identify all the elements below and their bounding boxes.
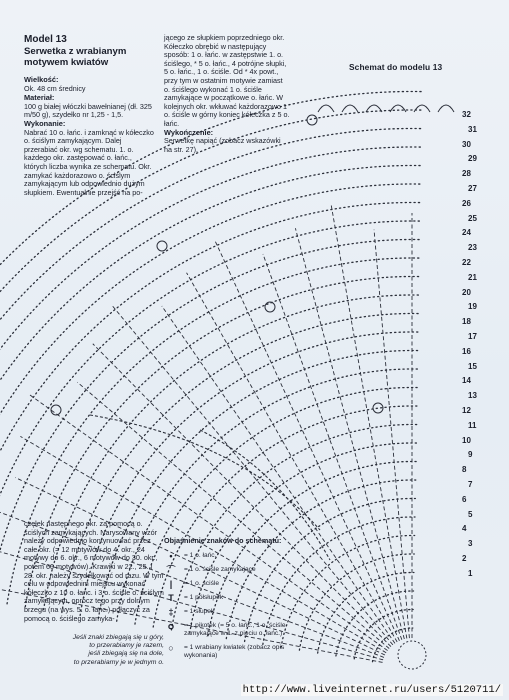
row-number: 18 xyxy=(462,317,471,327)
italic-note xyxy=(14,634,164,667)
chain-stitch-icon: • xyxy=(169,550,173,561)
row-number: 8 xyxy=(462,465,467,475)
row-number: 30 xyxy=(462,139,471,149)
row-number: 22 xyxy=(462,258,471,267)
row-number: 1 xyxy=(468,568,473,578)
row-number: 12 xyxy=(462,406,471,415)
left-column xyxy=(24,34,156,197)
row-number: 11 xyxy=(468,420,477,430)
row-number: 6 xyxy=(462,494,467,504)
note-line: to przerabiamy je razem, xyxy=(89,642,164,650)
picot-icon xyxy=(342,105,358,112)
legend-item xyxy=(164,622,314,638)
legend-text: = 1 o. łańc. xyxy=(184,551,217,559)
work-label: Wykonanie: xyxy=(24,118,66,128)
picot-icon xyxy=(438,105,454,112)
row-number: 15 xyxy=(468,361,477,371)
finish-text: Serwetkę napiąć (zobacz wskazówki na str. 27). xyxy=(164,136,281,154)
picot-icon xyxy=(414,105,430,112)
row-number: 13 xyxy=(468,391,477,401)
double-crochet-icon: ‡ xyxy=(168,606,174,617)
row-number: 31 xyxy=(468,124,477,134)
row-number: 20 xyxy=(462,287,471,297)
symbol-legend xyxy=(164,537,314,666)
flower-motif-icon: ○ xyxy=(168,642,174,653)
row-number: 23 xyxy=(468,243,477,253)
stitch-spoke xyxy=(331,205,407,638)
slip-stitch-icon: ⌒ xyxy=(166,564,176,575)
picot-icon xyxy=(318,105,334,112)
legend-text: = 1 pikotek (= 5 o. łańc., 1 o. ściśle zamykające w 1. z pięciu o. łańc.) xyxy=(184,621,286,637)
work-text: Nabrać 10 o. łańc. i zamknąć w kółeczko o. ściślym zamykającym. Dalej przerabiać okr. wg schematu. 1. o. każdego okr. zastępować o. łańc., których liczba wynika ze schematu. Okr. zamykać każdorazowo o. ściślym zamykającym lub odpowiednio dużym słupkiem. Ewentualnie przejść na po- xyxy=(24,127,154,197)
row-number: 5 xyxy=(468,509,473,519)
material-label: Materiał: xyxy=(24,92,55,102)
row-number: 4 xyxy=(462,524,467,534)
flower-motif-icon xyxy=(265,302,275,312)
legend-item xyxy=(164,594,314,602)
lower-left-column xyxy=(24,520,164,623)
row-number: 24 xyxy=(462,228,471,238)
row-number: 27 xyxy=(468,184,477,193)
row-number: 14 xyxy=(462,376,471,386)
row-number: 17 xyxy=(468,332,477,341)
row-number: 29 xyxy=(468,154,477,164)
row-number: 28 xyxy=(462,169,471,179)
note-line: to przerabiamy je w jednym o. xyxy=(73,658,164,666)
picot-icon: ѻ xyxy=(168,620,174,631)
size-text: Ok. 48 cm średnicy xyxy=(24,84,86,94)
row-number: 32 xyxy=(462,110,471,119)
flower-motif-icon xyxy=(157,241,167,251)
legend-text: = 1 półsłupek xyxy=(184,593,224,601)
row-number: 7 xyxy=(468,480,473,489)
center-ring xyxy=(398,641,426,669)
row-number: 26 xyxy=(462,198,471,208)
row-number: 3 xyxy=(468,539,473,549)
legend-text: = 1 o. ściśle zamykające xyxy=(184,565,256,573)
row-number-column xyxy=(458,110,488,580)
legend-item xyxy=(164,608,314,616)
half-double-crochet-icon: T xyxy=(168,592,174,603)
middle-column xyxy=(164,34,290,155)
note-line: jeśli zbiegają się na dole, xyxy=(88,650,164,658)
row-number: 25 xyxy=(468,213,477,223)
legend-text: = 1 wrabiany kwiatek (zobacz opis wykonania) xyxy=(184,643,285,659)
lower-left-text: częłek następnego okr. za pomocą o. ściślych zamykających. Narysowany wzór należy odpowiednio kontynuować przez całe okr. (= 12 motywów do 4. okr., 24 motywy do 6. okr., 6 motywów do 30. okr., potem 60 motywów). Krawiki w 22., 25. i 28. okr. należy szydełkować od razu. W tym celu w odpowiednim miejscu wykonać kółeczko z 10 o. łańc. i 3 o. ściśle o. ściślym zamykającym, oprócz tego przy dolnym brzegu (na wys. 5. o. łańc.) połączyć za pomocą o. ściślego zamyka- xyxy=(24,519,164,623)
picot-icon xyxy=(390,105,406,112)
row-number: 19 xyxy=(468,302,477,312)
middle-text: jącego ze słupkiem poprzedniego okr. Kółeczko obrębić w następujący sposób: 1 o. łańc. w zastępstwie 1. o. ściślego, * 5 o. łańc., 4 potrójne słupki, 5 o. łańc., 1 o. ściśle. Od * 4x powt., przy tym w ostatnim motywie zamiast o. ściślego wykonać 1 o. ściśle zamykające w początkowe o. łańc. W kolejnych okr. wkłuwać każdorazowo 1 o. ściśle w górny koniec kółeczka z 5 o. łańc. xyxy=(164,33,290,128)
flower-motif-icon xyxy=(51,405,61,415)
legend-text: = 1 o. ściśle xyxy=(184,579,220,587)
diagram-title: Schemat do modelu 13 xyxy=(349,62,443,72)
legend-item xyxy=(164,566,314,574)
flower-motif-icon xyxy=(307,115,317,125)
pattern-title: Serwetka z wrabianym motywem kwiatów xyxy=(24,46,127,69)
legend-item xyxy=(164,580,314,588)
legend-text: = 1 słupek xyxy=(184,607,215,615)
row-number: 10 xyxy=(462,435,471,445)
note-line: Jeśli znaki zbiegają się u góry, xyxy=(72,634,164,641)
legend-heading: Objaśnienie znaków do schematu: xyxy=(164,536,282,545)
row-number: 21 xyxy=(468,272,477,282)
watermark-url[interactable]: http://www.liveinternet.ru/users/5120711/ xyxy=(242,684,501,696)
material-text: 100 g białej włóczki bawełnianej (dł. 325 m/50 g), szydełko nr 1,25 - 1,5. xyxy=(24,101,152,120)
single-crochet-icon: | xyxy=(169,578,173,589)
row-number: 16 xyxy=(462,346,471,356)
model-number: Model 13 xyxy=(24,34,67,45)
row-number: 2 xyxy=(462,554,467,563)
legend-item xyxy=(164,644,314,660)
legend-item xyxy=(164,552,314,560)
row-number: 9 xyxy=(468,450,473,460)
finish-label: Wykończenie: xyxy=(164,127,214,137)
size-label: Wielkość: xyxy=(24,75,59,85)
